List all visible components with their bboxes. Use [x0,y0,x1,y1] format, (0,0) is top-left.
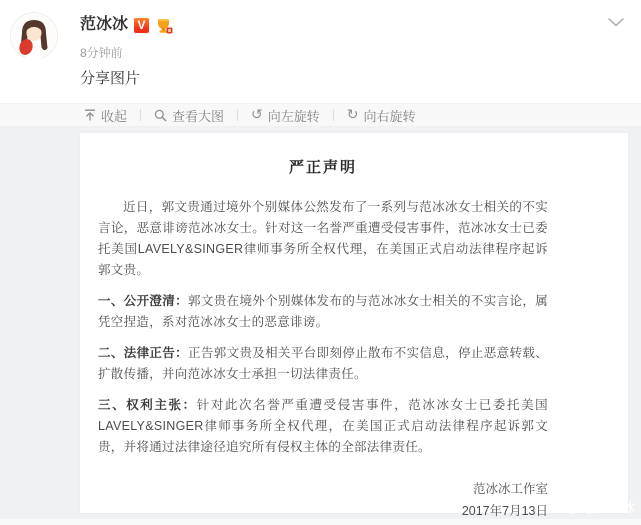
avatar[interactable] [10,12,58,60]
rotate-right-button[interactable] [347,106,416,125]
statement-image[interactable] [80,133,628,518]
statement-signature-block [98,478,548,522]
statement-point-2 [98,343,548,385]
avatar-illustration [10,12,58,60]
view-large-label: 查看大图 [172,108,225,124]
image-toolbar [0,103,641,126]
rotate-right-icon: ↻ [346,107,359,123]
view-large-image-button[interactable] [154,106,224,125]
post-timestamp[interactable]: 8分钟前 [80,46,123,60]
point-3-label: 三、权利主张： [98,398,197,412]
statement-point-1 [98,291,548,333]
statement-signature: 范冰冰工作室 [472,482,548,496]
chevron-down-icon[interactable] [606,16,626,29]
rotate-left-label: 向左旋转 [267,108,320,124]
point-1-label: 一、公开澄清： [98,294,189,308]
point-3-text: 针对此次名誉严重遭受侵害事件，范冰冰女士已委托美国LAVELY&SINGER律师事务所全权代理，在美国正式启动法律程序起诉郭文贵，并将通过法律途径追究所有侵权主体的全部法律责任。 [98,398,548,454]
statement-intro: 近日，郭文贵通过境外个别媒体公然发布了一系列与范冰冰女士相关的不实言论，恶意诽谤范冰冰女士。针对这一名誉严重遭受侵害事件，范冰冰女士已委托美国LAVELY&SINGER律师事务所全权代理，在美国正式启动法律程序起诉郭文贵。 [98,200,548,277]
verified-v-badge-icon: V [133,17,150,34]
collapse-button[interactable] [84,106,127,125]
bottom-strip [0,519,641,525]
toolbar-divider [237,109,238,121]
point-1-text: 郭文贵在境外个别媒体发布的与范冰冰女士相关的不实言论，属凭空捏造，系对范冰冰女士的恶意诽谤。 [98,294,548,329]
statement-point-3 [98,395,548,458]
toolbar-divider [333,109,334,121]
rotate-left-icon: ↺ [251,107,263,123]
collapse-label: 收起 [101,108,128,124]
toolbar-divider [140,109,141,121]
collapse-icon [84,109,96,121]
weibo-watermark [564,497,635,516]
rotate-left-button[interactable] [251,106,320,125]
author-row [80,15,173,35]
point-2-label: 二、法律正告： [98,346,189,360]
author-name[interactable]: 范冰冰 [80,16,129,33]
header-text-column [80,15,173,89]
statement-date: 2017年7月13日 [461,504,548,518]
weibo-logo-icon [564,499,579,514]
image-preview-area [0,126,641,525]
magnifier-icon [154,109,167,122]
post-text: 分享图片 [80,70,141,87]
post-header [0,0,641,103]
gold-medal-badge-icon [155,17,173,34]
watermark-text: @范冰冰 [583,500,635,515]
rotate-right-label: 向右旋转 [363,108,416,124]
point-2-text: 正告郭文贵及相关平台即刻停止散布不实信息，停止恶意转载、扩散传播，并向范冰冰女士承担一切法律责任。 [98,346,548,381]
statement-title: 严正声明 [288,159,357,176]
